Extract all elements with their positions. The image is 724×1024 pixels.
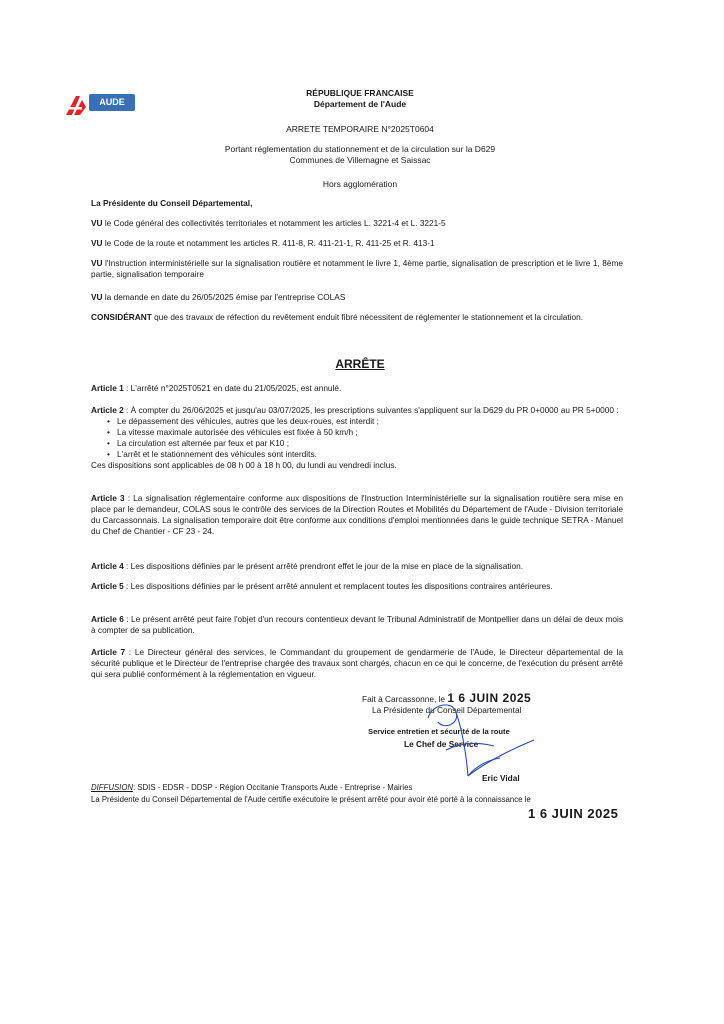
republic-heading — [220, 88, 500, 110]
vu-label: VU — [91, 292, 103, 302]
article-label: Article 6 — [91, 614, 124, 624]
article-label: Article 2 — [91, 405, 124, 415]
vu-paragraph-4 — [91, 292, 623, 303]
arrete-object — [150, 144, 570, 166]
vu-label: VU — [91, 258, 103, 268]
vu-text: l'Instruction interministérielle sur la signalisation routière et notamment le livre 1, 4ème partie, signalisation de prescription et le livre 1, 8ème partie, signalisation temporaire — [91, 258, 623, 279]
article-label: Article 3 — [91, 493, 125, 503]
article-label: Article 7 — [91, 647, 126, 657]
article-7 — [91, 647, 623, 680]
article-3 — [91, 493, 623, 537]
considerant-label: CONSIDÉRANT — [91, 312, 152, 322]
article-6 — [91, 614, 623, 636]
considerant-paragraph — [91, 312, 623, 323]
article-text: : Les dispositions définies par le présent arrêté annulent et remplacent toutes les dispositions contraires antérieures. — [123, 581, 553, 591]
department-line: Département de l'Aude — [313, 99, 407, 109]
list-item: • Le dépassement des véhicules, autres que les deux-roues, est interdit ; — [117, 416, 623, 427]
vu-text: le Code de la route et notamment les articles R. 411-8, R. 411-21-1, R. 411-25 et R. 413-1 — [104, 238, 435, 248]
author-line: La Présidente du Conseil Départemental, — [91, 198, 253, 208]
list-item: • La circulation est alternée par feux et par K10 ; — [117, 438, 623, 449]
article-text: : Les dispositions définies par le présent arrêté prendront effet le jour de la mise en place de la signalisation. — [123, 561, 524, 571]
signatory-title: La Présidente du Conseil Départemental — [372, 705, 522, 715]
object-line-1: Portant réglementation du stationnement et de la circulation sur la D629 — [224, 144, 496, 154]
footer-date-stamp: 1 6 JUIN 2025 — [528, 806, 619, 821]
diffusion-line — [91, 783, 631, 792]
article-text: : Le présent arrêté peut faire l'objet d'un recours contentieux devant le Tribunal Administratif de Montpellier dans un délai de deux mois à compter de sa publication. — [91, 614, 623, 635]
prescription-list — [91, 416, 623, 460]
certification-line: La Présidente du Conseil Départemental de l'Aude certifie exécutoire le présent arrêté pour avoir été porté à la connaissance le — [91, 795, 531, 804]
considerant-text: que des travaux de réfection du revêtement enduit fibré nécessitent de réglementer le stationnement et la circulation. — [154, 312, 584, 322]
zone-line: Hors agglomération — [322, 179, 398, 189]
article-label: Article 4 — [91, 561, 124, 571]
diffusion-label: DIFFUSION — [91, 783, 134, 792]
vu-paragraph-1 — [91, 218, 623, 229]
vu-text: la demande en date du 26/05/2025 émise par l'entreprise COLAS — [104, 292, 346, 302]
list-item: • La vitesse maximale autorisée des véhicules est fixée à 50 km/h ; — [117, 427, 623, 438]
service-name: Service entretien et sécurité de la route — [368, 727, 510, 736]
vu-label: VU — [91, 218, 103, 228]
article-text: : À compter du 26/06/2025 et jusqu'au 03/07/2025, les prescriptions suivantes s'appliquent sur la D629 du PR 0+0000 au PR 5+0000 : — [123, 405, 619, 415]
fait-a-text: Fait à Carcassonne, le — [362, 694, 446, 704]
article-text: : L'arrêté n°2025T0521 en date du 21/05/2025, est annulé. — [123, 383, 342, 393]
date-stamp: 1 6 JUIN 2025 — [447, 691, 532, 705]
article-label: Article 1 — [91, 383, 124, 393]
article-2 — [91, 405, 623, 471]
article-label: Article 5 — [91, 581, 124, 591]
chef-de-service: Le Chef de Service — [404, 739, 479, 749]
article-1 — [91, 383, 623, 394]
article-5 — [91, 581, 623, 592]
aude-logo-mark — [64, 94, 91, 116]
vu-paragraph-3 — [91, 258, 623, 280]
vu-text: le Code général des collectivités territoriales et notamment les articles L. 3221-4 et L. 3221-5 — [104, 218, 446, 228]
list-item: • L'arrêt et le stationnement des véhicules sont interdits. — [117, 449, 623, 460]
diffusion-text: : SDIS - EDSR - DDSP - Région Occitanie Transports Aude - Entreprise - Mairies — [133, 783, 413, 792]
vu-label: VU — [91, 238, 103, 248]
arrete-number: ARRETE TEMPORAIRE N°2025T0604 — [286, 124, 434, 134]
aude-logo: AUDE — [89, 94, 135, 111]
hours-line: Ces dispositions sont applicables de 08 h 00 à 18 h 00, du lundi au vendredi inclus. — [91, 460, 397, 470]
signatory-name: Eric Vidal — [482, 773, 520, 783]
article-text: : Le Directeur général des services, le Commandant du groupement de gendarmerie de l'Aude, le Directeur départemental de la sécurité publique et le Directeur de l'entreprise chargée des travaux sont chargés, chacun en ce qui le concerne, de l'exécution du présent arrêté qui sera publié conformément à la réglementation en vigueur. — [91, 647, 623, 679]
arrete-title: ARRÊTE — [335, 357, 385, 371]
republic-line: RÉPUBLIQUE FRANCAISE — [306, 88, 414, 98]
article-4 — [91, 561, 623, 572]
vu-paragraph-2 — [91, 238, 623, 249]
article-text: : La signalisation réglementaire conforme aux dispositions de l'Instruction Interministérielle sur la signalisation routière sera mise en place par le demandeur, COLAS sous le contrôle des services de la Direction Routes et Mobilités du Département de l'Aude - Division territoriale du Carcassonnais. La signalisation temporaire doit être conforme aux conditions d'emploi mentionnées dans le guide technique SETRA - Manuel du Chef de Chantier - CF 23 - 24. — [91, 493, 623, 536]
object-line-2: Communes de Villemagne et Saissac — [289, 155, 431, 165]
